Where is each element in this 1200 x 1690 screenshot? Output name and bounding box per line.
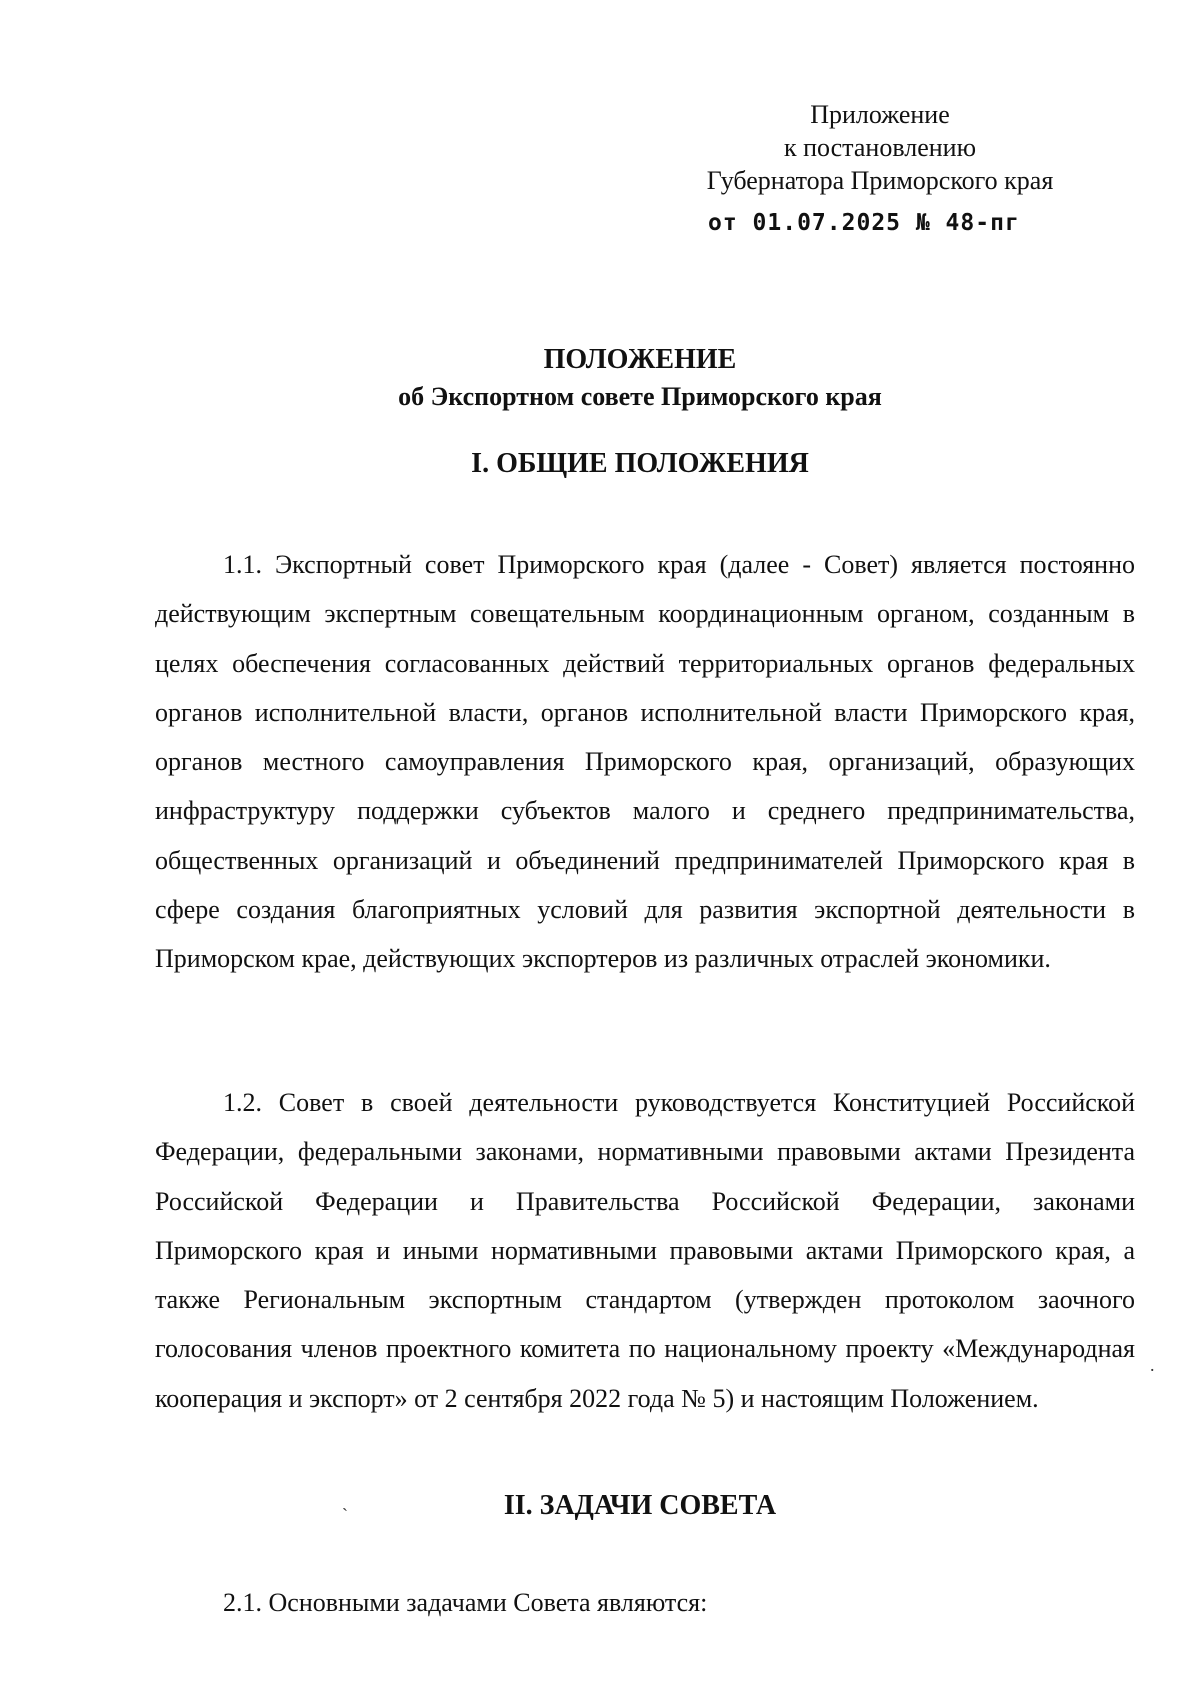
scan-speck: . (1150, 1355, 1155, 1375)
title-main: ПОЛОЖЕНИЕ (543, 344, 737, 375)
document-date-number: от 01.07.2025 № 48-пг (708, 210, 1020, 236)
section-heading-general: I. ОБЩИЕ ПОЛОЖЕНИЯ (471, 448, 809, 479)
scan-speck: ˏ (342, 1491, 348, 1511)
appendix-header (680, 98, 1080, 240)
paragraph-1-2: 1.2. Совет в своей деятельности руководствуется Конституцией Российской Федерации, федеральными законами, нормативными правовыми актами Президента Российской Федерации и Правительства Российской Федерации, законами Приморского края и иными нормативными правовыми актами Приморского края, а также Региональным экспортным стандартом (утвержден протоколом заочного голосования членов проектного комитета по национальному проекту «Международная кооперация и экспорт» от 2 сентября 2022 года № 5) и настоящим Положением. (155, 1088, 1135, 1413)
title-subtitle: об Экспортном совете Приморского края (398, 382, 882, 411)
paragraph-2-1: 2.1. Основными задачами Совета являются: (223, 1588, 708, 1617)
appendix-line-2: к постановлению (783, 133, 977, 162)
paragraph-1-1: 1.1. Экспортный совет Приморского края (далее - Совет) является постоянно действующим экспертным совещательным координационным органом, созданным в целях обеспечения согласованных действий территориальных органов федеральных органов исполнительной власти, органов исполнительной власти Приморского края, органов местного самоуправления Приморского края, организаций, образующих инфраструктуру поддержки субъектов малого и среднего предпринимательства, общественных организаций и объединений предпринимателей Приморского края в сфере создания благоприятных условий для развития экспортной деятельности в Приморском крае, действующих экспортеров из различных отраслей экономики. (155, 550, 1135, 974)
appendix-line-3: Губернатора Приморского края (706, 166, 1054, 195)
appendix-line-1: Приложение (810, 100, 950, 129)
section-heading-tasks: II. ЗАДАЧИ СОВЕТА (503, 1490, 777, 1521)
document-title (0, 342, 1200, 414)
